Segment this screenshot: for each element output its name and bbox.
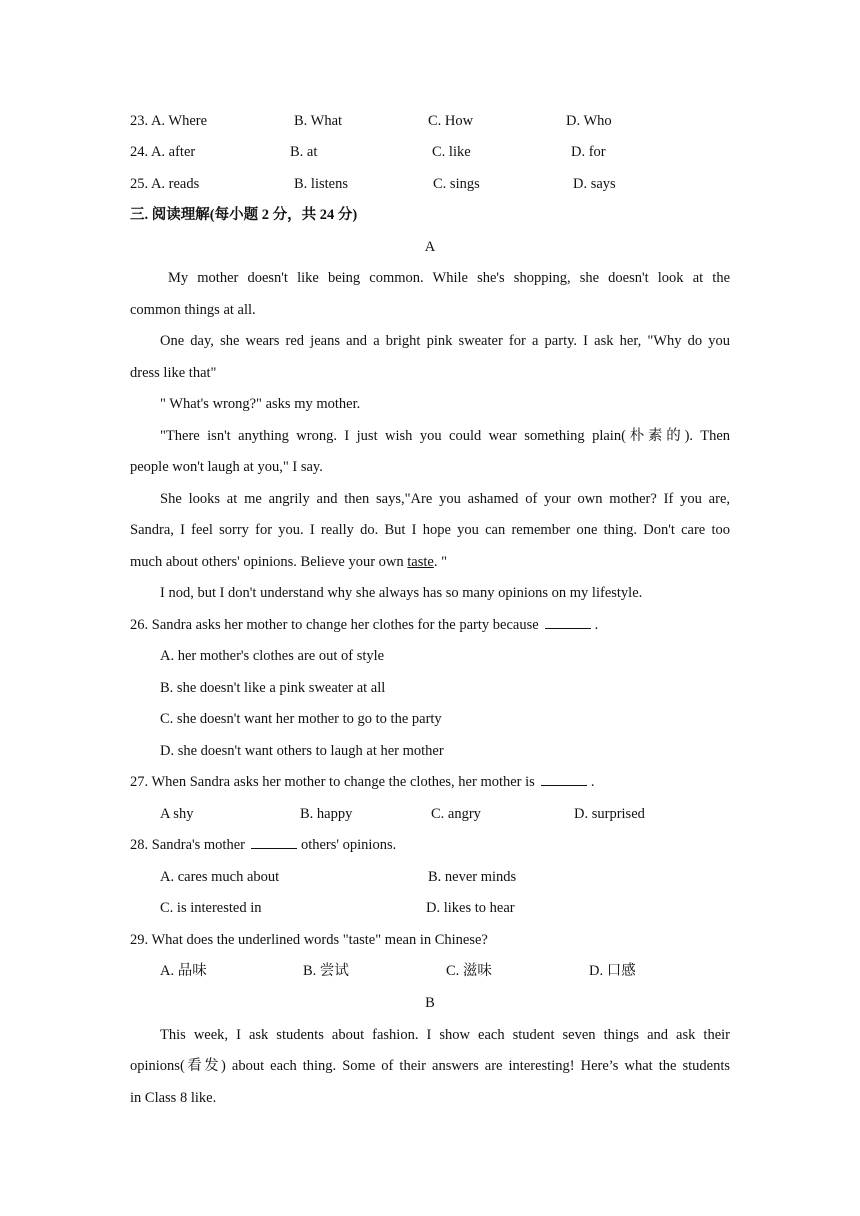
q29-option-d: D. 口感: [589, 963, 636, 979]
question-26-end: .: [594, 617, 599, 633]
passage-b-label: B: [425, 995, 435, 1011]
question-28-stem: 28. Sandra's mother: [130, 837, 245, 853]
passage-a-paragraph-5-line-3: [130, 553, 447, 571]
question-27-end: .: [590, 774, 595, 790]
passage-a-paragraph-3: " What's wrong?" asks my mother.: [160, 396, 361, 412]
question-26: [130, 616, 598, 634]
passage-a-paragraph-5-line-2: Sandra, I feel sorry for you. I really do. But I hope you can remember one thing. Don't care too: [130, 522, 730, 538]
passage-b-line-2: opinions(看发) about each thing. Some of their answers are interesting! Here’s what the students: [130, 1058, 730, 1074]
q26-option-d: D. she doesn't want others to laugh at her mother: [160, 743, 444, 759]
q23-option-a: 23. A. Where: [130, 113, 208, 129]
passage-a-label: A: [424, 239, 436, 255]
underlined-word-taste: taste: [407, 554, 434, 570]
q28-option-c: C. is interested in: [160, 900, 262, 916]
q29-option-b: B. 尝试: [303, 963, 349, 979]
q28-option-b: B. never minds: [428, 869, 517, 885]
passage-a-paragraph-2-line-1: One day, she wears red jeans and a bright pink sweater for a party. I ask her, "Why do you: [160, 333, 730, 349]
question-29: 29. What does the underlined words "taste" mean in Chinese?: [130, 932, 488, 948]
q26-option-b: B. she doesn't like a pink sweater at all: [160, 680, 386, 696]
q25-option-b: B. listens: [294, 176, 348, 192]
answer-blank: [251, 836, 297, 849]
q24-option-c: C. like: [432, 144, 471, 160]
q24-option-a: 24. A. after: [130, 144, 196, 160]
q26-option-c: C. she doesn't want her mother to go to the party: [160, 711, 442, 727]
q29-option-a: A. 品味: [160, 963, 207, 979]
section-title: 三. 阅读理解(每小题 2 分，共 24 分): [130, 207, 358, 223]
answer-blank: [541, 773, 587, 786]
q23-option-b: B. What: [294, 113, 343, 129]
passage-a-paragraph-4-line-1: "There isn't anything wrong. I just wish you could wear something plain(朴素的). Then: [160, 428, 730, 444]
question-28-stem-end: others' opinions.: [300, 837, 397, 853]
q23-option-d: D. Who: [566, 113, 612, 129]
passage-b-line-3: in Class 8 like.: [130, 1090, 217, 1106]
passage-a-paragraph-4-line-2: people won't laugh at you," I say.: [130, 459, 323, 475]
passage-a-text: much about others' opinions. Believe your own: [130, 554, 408, 570]
passage-a-paragraph-6: I nod, but I don't understand why she always has so many opinions on my lifestyle.: [160, 585, 643, 601]
q28-option-a: A. cares much about: [160, 869, 280, 885]
q26-option-a: A. her mother's clothes are out of style: [160, 648, 385, 664]
question-26-stem: 26. Sandra asks her mother to change her clothes for the party because: [130, 617, 539, 633]
answer-blank: [545, 616, 591, 629]
q28-option-d: D. likes to hear: [426, 900, 515, 916]
q27-option-c: C. angry: [431, 806, 481, 822]
question-27-stem: 27. When Sandra asks her mother to change the clothes, her mother is: [130, 774, 535, 790]
passage-a-paragraph-1-line-2: common things at all.: [130, 302, 256, 318]
q27-option-d: D. surprised: [574, 806, 645, 822]
passage-a-paragraph-5-line-1: She looks at me angrily and then says,"Are you ashamed of your own mother? If you are,: [160, 491, 730, 507]
passage-a-text-end: . ": [433, 554, 448, 570]
q24-option-d: D. for: [571, 144, 606, 160]
question-28: [130, 836, 396, 854]
q25-option-d: D. says: [573, 176, 616, 192]
q29-option-c: C. 滋味: [446, 963, 492, 979]
passage-a-paragraph-2-line-2: dress like that": [130, 365, 217, 381]
q27-option-b: B. happy: [300, 806, 353, 822]
q23-option-c: C. How: [428, 113, 474, 129]
q25-option-c: C. sings: [433, 176, 480, 192]
q24-option-b: B. at: [290, 144, 318, 160]
q27-option-a: A shy: [160, 806, 194, 822]
passage-a-paragraph-1-line-1: My mother doesn't like being common. While she's shopping, she doesn't look at the: [168, 270, 730, 286]
passage-b-line-1: This week, I ask students about fashion. I show each student seven things and ask their: [160, 1027, 730, 1043]
question-27: [130, 773, 594, 791]
q25-option-a: 25. A. reads: [130, 176, 200, 192]
